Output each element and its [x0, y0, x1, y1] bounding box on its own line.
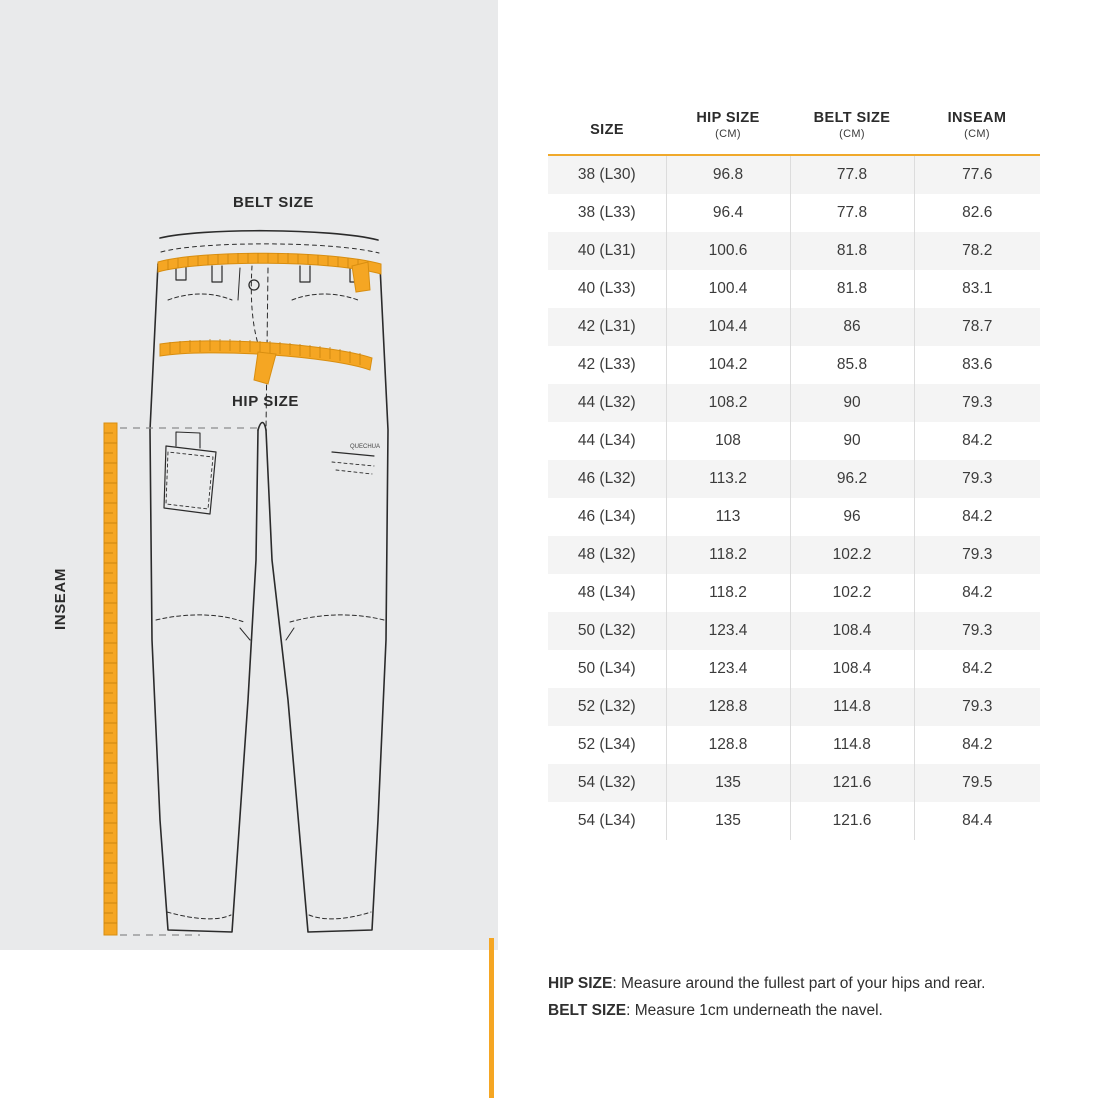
accent-bar [489, 938, 494, 1098]
table-cell: 46 (L34) [548, 498, 666, 536]
table-cell: 113.2 [666, 460, 790, 498]
table-cell: 40 (L33) [548, 270, 666, 308]
table-cell: 96 [790, 498, 914, 536]
table-cell: 52 (L34) [548, 726, 666, 764]
table-cell: 54 (L34) [548, 802, 666, 840]
inseam-label: INSEAM [52, 568, 69, 630]
inseam-ruler [104, 423, 258, 935]
table-cell: 108.4 [790, 612, 914, 650]
table-row [548, 650, 1040, 688]
table-cell: 77.8 [790, 155, 914, 194]
table-cell: 121.6 [790, 764, 914, 802]
table-cell: 77.6 [914, 155, 1040, 194]
table-row [548, 726, 1040, 764]
table-cell: 84.2 [962, 508, 993, 525]
table-row [548, 346, 1040, 384]
table-cell: 96.4 [666, 194, 790, 232]
measurement-notes [548, 970, 1068, 1024]
table-cell: 90 [790, 422, 914, 460]
belt-size-label: BELT SIZE [233, 194, 314, 211]
table-cell: 102.2 [790, 574, 914, 612]
table-row [548, 308, 1040, 346]
table-cell: 114.8 [790, 726, 914, 764]
table-cell: 38 (L33) [548, 194, 666, 232]
table-cell: 135 [666, 802, 790, 840]
table-body [548, 155, 1040, 840]
table-row [548, 536, 1040, 574]
table-cell: 100.6 [666, 232, 790, 270]
table-cell: 128.8 [666, 726, 790, 764]
table-row [548, 764, 1040, 802]
table-cell: 90 [790, 384, 914, 422]
table-row [548, 688, 1040, 726]
table-cell: 85.8 [790, 346, 914, 384]
table-cell: 83.6 [962, 356, 993, 373]
column-header-inseam-unit: (CM) [964, 128, 990, 140]
table-cell: 84.2 [962, 736, 993, 753]
table-cell: 52 (L32) [548, 688, 666, 726]
column-header-hip-size-title: HIP SIZE [696, 110, 760, 126]
table-cell: 78.7 [914, 308, 1040, 346]
column-header-belt-size [790, 110, 914, 155]
table-cell: 54 (L32) [548, 764, 666, 802]
table-row [548, 422, 1040, 460]
column-header-hip-size-unit: (CM) [715, 128, 741, 140]
table-cell: 83.1 [962, 280, 993, 297]
table-cell: 108.2 [666, 384, 790, 422]
table-cell: 113 [666, 498, 790, 536]
table-row [548, 498, 1040, 536]
table-cell: 104.4 [666, 308, 790, 346]
table-cell: 121.6 [790, 802, 914, 840]
column-header-inseam-title: INSEAM [947, 110, 1007, 126]
note-hip-size-text: : Measure around the fullest part of your hips and rear. [612, 975, 986, 992]
table-cell: 135 [666, 764, 790, 802]
note-hip-size-term: HIP SIZE [548, 975, 613, 992]
table-cell: 79.3 [914, 460, 1040, 498]
hip-tape [160, 339, 372, 384]
table-cell: 42 (L33) [548, 346, 666, 384]
column-header-belt-size-title: BELT SIZE [813, 110, 891, 126]
table-cell: 44 (L34) [548, 422, 666, 460]
table-cell: 79.3 [914, 612, 1040, 650]
table-cell: 48 (L32) [548, 536, 666, 574]
table-cell: 86 [790, 308, 914, 346]
table-row [548, 384, 1040, 422]
table-cell: 79.3 [914, 688, 1040, 726]
table-cell: 108.4 [790, 650, 914, 688]
column-header-size [548, 110, 666, 155]
table-cell: 96.2 [790, 460, 914, 498]
table-cell: 81.8 [790, 232, 914, 270]
column-header-size-title: SIZE [590, 122, 624, 138]
table-cell: 123.4 [666, 650, 790, 688]
table-row [548, 612, 1040, 650]
table-row [548, 574, 1040, 612]
table-row [548, 460, 1040, 498]
table-cell: 77.8 [790, 194, 914, 232]
table-cell: 84.2 [962, 432, 993, 449]
table-cell: 118.2 [666, 536, 790, 574]
belt-tape [158, 253, 381, 292]
column-header-belt-size-unit: (CM) [839, 128, 865, 140]
size-table [548, 110, 1040, 840]
table-row [548, 270, 1040, 308]
table-cell: 48 (L34) [548, 574, 666, 612]
brand-tag-text: QUECHUA [350, 444, 381, 450]
table-cell: 84.2 [962, 584, 993, 601]
column-header-hip-size [666, 110, 790, 155]
table-cell: 50 (L32) [548, 612, 666, 650]
table-row [548, 232, 1040, 270]
illustration-panel [0, 0, 498, 950]
table-header [548, 110, 1040, 155]
table-row [548, 194, 1040, 232]
table-cell: 102.2 [790, 536, 914, 574]
size-table-container [548, 110, 1048, 840]
table-cell: 123.4 [666, 612, 790, 650]
note-hip-size [548, 970, 1068, 997]
table-row [548, 155, 1040, 194]
table-cell: 100.4 [666, 270, 790, 308]
table-cell: 42 (L31) [548, 308, 666, 346]
table-cell: 118.2 [666, 574, 790, 612]
note-belt-size-text: : Measure 1cm underneath the navel. [626, 1002, 883, 1020]
table-cell: 84.2 [962, 660, 993, 677]
table-row [548, 802, 1040, 840]
table-cell: 96.8 [666, 155, 790, 194]
table-cell: 78.2 [914, 232, 1040, 270]
table-cell: 50 (L34) [548, 650, 666, 688]
table-cell: 40 (L31) [548, 232, 666, 270]
table-cell: 84.4 [962, 812, 993, 829]
table-cell: 81.8 [790, 270, 914, 308]
table-cell: 79.3 [914, 384, 1040, 422]
hip-size-label: HIP SIZE [232, 393, 300, 410]
note-belt-size-term: BELT SIZE [548, 1002, 627, 1020]
table-cell: 46 (L32) [548, 460, 666, 498]
table-cell: 38 (L30) [548, 155, 666, 194]
table-cell: 79.3 [914, 536, 1040, 574]
table-cell: 44 (L32) [548, 384, 666, 422]
table-cell: 82.6 [962, 204, 993, 221]
table-cell: 128.8 [666, 688, 790, 726]
table-cell: 114.8 [790, 688, 914, 726]
table-header-row [548, 110, 1040, 155]
table-cell: 108 [666, 422, 790, 460]
note-belt-size [548, 997, 1068, 1024]
table-cell: 79.5 [914, 764, 1040, 802]
table-cell: 104.2 [666, 346, 790, 384]
column-header-inseam [914, 110, 1040, 155]
trousers-diagram [0, 0, 498, 950]
